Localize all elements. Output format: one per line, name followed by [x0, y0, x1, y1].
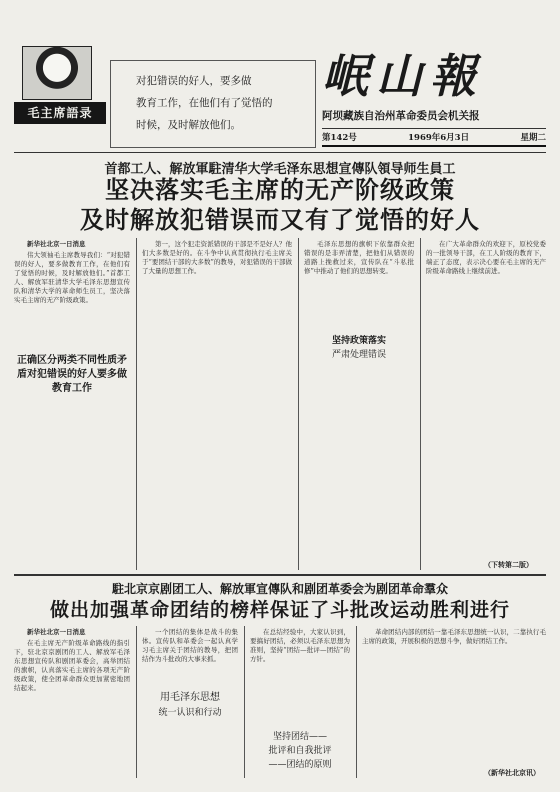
portrait-label: 毛主席語录	[14, 102, 106, 124]
issue-weekday: 星期二	[520, 133, 546, 143]
story2-inset2-title: 坚持团结——	[272, 732, 327, 742]
story2-kicker: 駐北京京剧团工人、解放軍宣傳队和剧团革委会为剧团革命羣众	[111, 582, 448, 596]
quote-line: 教育工作，在他们有了觉悟的	[136, 97, 273, 109]
column-rule	[136, 626, 137, 778]
portrait-image	[22, 46, 92, 100]
story1-text: 第一，这个犯走资派错误的干部是不是好人？他们大多数是好的。在斗争中认真贯彻执行毛主席关于“要团结干部的大多数”的教导，对犯错误的干部做了大量的思想工作。	[142, 240, 292, 275]
story2-dateline: 新华社北京一日消息	[27, 628, 86, 636]
story1-text: 伟大领袖毛主席教导我们：“对犯错误的好人，要多做教育工作，在他们有了觉悟的时候，及时解放他们。”首都工人、解放军驻清华大学毛泽东思想宣传队和清华大学的革命师生员工，坚决落实毛主席的无产阶级政策。	[14, 251, 130, 304]
story1-text: 在广大革命群众的欢迎下，原校党委的一批领导干部，在工人阶级的教育下，端正了态度，表示决心要在毛主席的无产阶级革命路线上继续前进。	[426, 240, 546, 275]
story2-inset-subtitle: 统一认识和行动	[158, 708, 222, 718]
column-rule	[298, 238, 299, 570]
story2-column	[14, 628, 130, 778]
story1-dateline: 新华社北京一日消息	[27, 240, 86, 248]
story2-column	[142, 628, 238, 686]
masthead	[14, 40, 546, 148]
story1-headline-2: 及时解放犯错误而又有了觉悟的好人	[80, 206, 480, 234]
story1-column	[14, 240, 130, 350]
story1-column	[304, 240, 414, 326]
story2-column	[250, 628, 350, 726]
story1-kicker: 首都工人、解放軍駐清华大学毛泽东思想宣傳队領导师生員工	[104, 162, 456, 177]
story1-headline-1: 坚决落实毛主席的无产阶级政策	[105, 176, 455, 204]
masthead-quote	[136, 70, 306, 136]
column-rule	[356, 626, 357, 778]
issue-number: 第142号	[322, 133, 357, 143]
divider	[14, 152, 546, 153]
column-rule	[136, 238, 137, 570]
story1-column	[426, 240, 546, 558]
column-rule	[420, 238, 421, 570]
column-rule	[244, 626, 245, 778]
story2-text: 在毛主席无产阶级革命路线的指引下，驻北京京剧团的工人、解放军毛泽东思想宣传队和剧团革委会，高举团结的旗帜，认真落实毛主席的各项无产阶级政策，使全团革命群众更加紧密地团结起来。	[14, 639, 130, 692]
story1-continued: （下转第二版）	[484, 560, 533, 569]
story1-sidehead: 正确区分两类不同性质矛盾对犯错误的好人要多做教育工作	[17, 355, 127, 394]
quote-line: 对犯错误的好人，要多做	[136, 75, 252, 87]
issue-date: 1969年6月3日	[408, 133, 470, 143]
quote-line: 时候，及时解放他们。	[136, 119, 241, 131]
newspaper-page	[14, 40, 546, 780]
story1-box-subtitle: 严肃处理错误	[331, 350, 386, 360]
story2-inset-title: 用毛泽东思想	[160, 692, 220, 703]
story2-text: 一个团结的集体是战斗的集体。宣传队和革委会一起认真学习毛主席关于团结的教导，把团结作为斗批改的大事来抓。	[142, 628, 238, 663]
story1-column	[142, 240, 292, 570]
story2-text: 革命团结内部的团结一靠毛泽东思想统一认识，二靠执行毛主席的政策，开展积极的思想斗争，做好团结工作。	[362, 628, 546, 645]
story2-headline: 做出加强革命团结的榜样保证了斗批改运动胜利进行	[49, 599, 510, 621]
story2-inset2-subtitle-2: ——团结的原则	[268, 760, 332, 770]
newspaper-title: 岷山報	[322, 49, 484, 103]
story2-credit: （新华社北京讯）	[484, 768, 540, 777]
story2-column	[362, 628, 546, 766]
story1-box-title: 坚持政策落实	[331, 336, 386, 346]
story2-inset2-subtitle: 批评和自我批评	[268, 746, 332, 756]
publisher-line: 阿坝藏族自治州革命委员会机关报	[322, 110, 480, 122]
story1-text: 毛泽东思想的旗帜下依靠群众把错误的是非弄清楚，把他们从错误的道路上挽救过来，宣传队在“斗私批修”中推动了他们的思想转变。	[304, 240, 414, 275]
divider	[14, 574, 546, 576]
issue-line	[322, 128, 546, 147]
story2-text: 在总结经验中，大家认识到，要搞好团结，必须以毛泽东思想为准则，坚持“团结—批评—团结”的方针。	[250, 628, 350, 663]
